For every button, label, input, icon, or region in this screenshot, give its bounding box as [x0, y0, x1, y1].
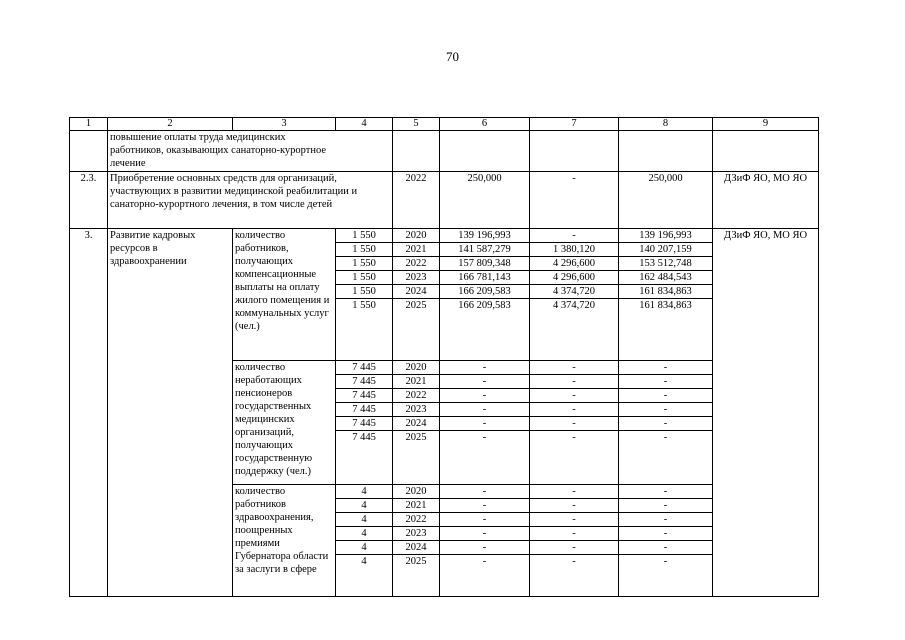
value-cell: -: [619, 375, 713, 389]
header-cell: 9: [713, 118, 819, 131]
target-cell: 1 550: [336, 229, 393, 243]
value-cell: 140 207,159: [619, 243, 713, 257]
value-cell: -: [619, 541, 713, 555]
year-cell: 2022: [393, 172, 440, 229]
value-cell: -: [530, 431, 619, 485]
year-cell: 2020: [393, 361, 440, 375]
indicator-label: количество неработающих пенсионеров государственных медицинских организаций, получающих государственную поддержку (чел.): [233, 361, 336, 485]
header-cell: 8: [619, 118, 713, 131]
value-cell: -: [530, 499, 619, 513]
value-cell: 4 296,600: [530, 257, 619, 271]
year-cell: 2021: [393, 499, 440, 513]
value-cell: -: [440, 555, 530, 597]
table-row: [70, 131, 819, 172]
value-cell: -: [440, 485, 530, 499]
year-cell: 2024: [393, 285, 440, 299]
header-cell: 2: [108, 118, 233, 131]
value-cell: -: [440, 389, 530, 403]
value-cell: -: [619, 403, 713, 417]
header-cell: 7: [530, 118, 619, 131]
header-cell: 4: [336, 118, 393, 131]
value-cell: -: [619, 389, 713, 403]
value-cell: 1 380,120: [530, 243, 619, 257]
value-cell: 162 484,543: [619, 271, 713, 285]
value-cell: -: [440, 513, 530, 527]
value-cell: -: [619, 361, 713, 375]
value-cell: 157 809,348: [440, 257, 530, 271]
page-number: 70: [446, 49, 459, 64]
value-cell: -: [530, 527, 619, 541]
value-cell: -: [619, 555, 713, 597]
target-cell: 7 445: [336, 403, 393, 417]
value-cell: -: [619, 499, 713, 513]
year-cell: 2020: [393, 229, 440, 243]
header-cell: 6: [440, 118, 530, 131]
year-cell: 2022: [393, 389, 440, 403]
table-row: [70, 172, 819, 229]
year-cell: 2021: [393, 243, 440, 257]
target-cell: 7 445: [336, 431, 393, 485]
year-cell: 2022: [393, 257, 440, 271]
target-cell: 4: [336, 513, 393, 527]
value-cell: -: [530, 513, 619, 527]
target-cell: 4: [336, 485, 393, 499]
value-cell: -: [530, 229, 619, 243]
header-cell: 1: [70, 118, 108, 131]
row-number: 2.3.: [70, 172, 108, 229]
executor-cell: ДЗиФ ЯО, МО ЯО: [713, 229, 819, 597]
value-cell: -: [530, 403, 619, 417]
indicator-label: количество работников, получающих компенсационные выплаты на оплату жилого помещения и коммунальных услуг (чел.): [233, 229, 336, 361]
value-cell: 139 196,993: [619, 229, 713, 243]
target-cell: 1 550: [336, 257, 393, 271]
row-number: 3.: [70, 229, 108, 597]
value-cell: -: [440, 527, 530, 541]
value-cell: -: [619, 513, 713, 527]
year-cell: 2024: [393, 541, 440, 555]
target-cell: 7 445: [336, 375, 393, 389]
value-cell: 166 209,583: [440, 299, 530, 361]
year-cell: 2022: [393, 513, 440, 527]
target-cell: 1 550: [336, 243, 393, 257]
target-cell: 4: [336, 555, 393, 597]
target-cell: 7 445: [336, 389, 393, 403]
year-cell: 2025: [393, 431, 440, 485]
year-cell: 2023: [393, 527, 440, 541]
value-cell: 250,000: [440, 172, 530, 229]
value-cell: 4 374,720: [530, 285, 619, 299]
value-cell: 250,000: [619, 172, 713, 229]
value-cell: -: [440, 431, 530, 485]
value-cell: -: [530, 389, 619, 403]
value-cell: -: [619, 431, 713, 485]
value-cell: -: [530, 417, 619, 431]
value-cell: -: [530, 172, 619, 229]
value-cell: -: [440, 499, 530, 513]
target-cell: 1 550: [336, 299, 393, 361]
executor-cell: ДЗиФ ЯО, МО ЯО: [713, 172, 819, 229]
value-cell: -: [530, 375, 619, 389]
value-cell: -: [440, 375, 530, 389]
value-cell: -: [530, 541, 619, 555]
year-cell: 2025: [393, 555, 440, 597]
value-cell: 166 781,143: [440, 271, 530, 285]
value-cell: -: [440, 361, 530, 375]
target-cell: 4: [336, 541, 393, 555]
value-cell: -: [440, 541, 530, 555]
value-cell: 141 587,279: [440, 243, 530, 257]
target-cell: 1 550: [336, 271, 393, 285]
target-cell: 1 550: [336, 285, 393, 299]
year-cell: 2024: [393, 417, 440, 431]
table-row: [70, 229, 819, 243]
value-cell: -: [440, 403, 530, 417]
year-cell: 2025: [393, 299, 440, 361]
value-cell: -: [440, 417, 530, 431]
value-cell: 161 834,863: [619, 285, 713, 299]
target-cell: 7 445: [336, 417, 393, 431]
value-cell: -: [619, 417, 713, 431]
value-cell: -: [530, 361, 619, 375]
target-cell: 4: [336, 527, 393, 541]
year-cell: 2023: [393, 271, 440, 285]
row-text: Приобретение основных средств для организаций, участвующих в развитии медицинской реабилитации и санаторно-курортного лечения, в том числе детей: [108, 172, 393, 229]
value-cell: -: [530, 485, 619, 499]
indicator-label: количество работников здравоохранения, поощренных премиями Губернатора области за заслуги в сфере: [233, 485, 336, 597]
value-cell: 166 209,583: [440, 285, 530, 299]
value-cell: 4 296,600: [530, 271, 619, 285]
value-cell: -: [530, 555, 619, 597]
value-cell: 139 196,993: [440, 229, 530, 243]
value-cell: -: [619, 485, 713, 499]
target-cell: 4: [336, 499, 393, 513]
value-cell: 4 374,720: [530, 299, 619, 361]
value-cell: -: [619, 527, 713, 541]
value-cell: 161 834,863: [619, 299, 713, 361]
header-row: [70, 118, 819, 131]
row-text: Развитие кадровых ресурсов в здравоохранении: [108, 229, 233, 597]
header-cell: 3: [233, 118, 336, 131]
program-table: [69, 117, 819, 597]
header-cell: 5: [393, 118, 440, 131]
target-cell: 7 445: [336, 361, 393, 375]
year-cell: 2021: [393, 375, 440, 389]
value-cell: 153 512,748: [619, 257, 713, 271]
year-cell: 2020: [393, 485, 440, 499]
year-cell: 2023: [393, 403, 440, 417]
row-text: повышение оплаты труда медицинских работников, оказывающих санаторно-курортное лечение: [108, 131, 393, 172]
